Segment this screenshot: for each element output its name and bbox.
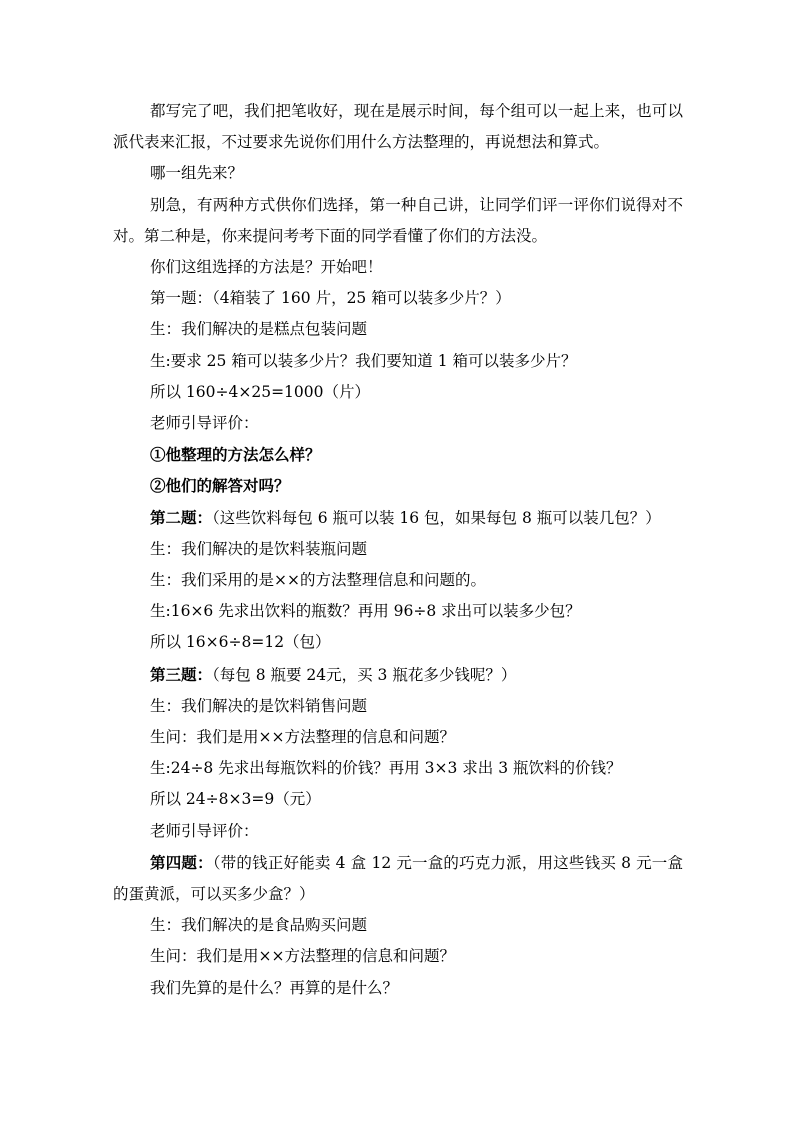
student-answer: 生：我们解决的是饮料销售问题 <box>150 696 368 715</box>
teacher-guide: 老师引导评价： <box>150 821 259 840</box>
student-answer: 生问：我们是用××方法整理的信息和问题？ <box>150 947 455 966</box>
teacher-guide: 老师引导评价： <box>150 414 259 433</box>
paragraph-3: 别急，有两种方式供你们选择，第一种自己讲，让同学们评一评你们说得对不对。第二种是，你来提问考考下面的同学看懂了你们的方法没。 <box>113 195 683 245</box>
question-3: 第三题：（每包 8 瓶要 24元，买 3 瓶花多少钱呢？） <box>150 664 517 684</box>
paragraph-2: 哪一组先来？ <box>150 164 244 183</box>
student-answer: 生:要求 25 箱可以装多少片？我们要知道 1 箱可以装多少片？ <box>150 351 577 370</box>
student-answer: 生：我们采用的是××的方法整理信息和问题的。 <box>150 571 486 590</box>
student-answer: 生：我们解决的是糕点包装问题 <box>150 320 368 339</box>
student-answer: 生问：我们是用××方法整理的信息和问题？ <box>150 728 455 747</box>
question-label: 第二题： <box>150 507 213 527</box>
evaluation-question: ①他整理的方法怎么样？ <box>150 445 321 465</box>
student-answer: 我们先算的是什么？再算的是什么？ <box>150 978 399 997</box>
document-body <box>113 96 683 1004</box>
question-2: 第二题：（这些饮料每包 6 瓶可以装 16 包，如果每包 8 瓶可以装几包？） <box>150 507 661 527</box>
question-1: 第一题：（4箱装了 160 片，25 箱可以装多少片？） <box>150 289 511 308</box>
question-label: 第四题： <box>150 852 213 872</box>
question-label: 第一题： <box>150 289 213 308</box>
student-answer: 生:24÷8 先求出每瓶饮料的价钱？再用 3×3 求出 3 瓶饮料的价钱？ <box>150 759 622 778</box>
equation-line: 所以 16×6÷8=12（包） <box>150 633 331 652</box>
evaluation-question: ②他们的解答对吗？ <box>150 476 290 496</box>
equation-line: 所以 160÷4×25=1000（片） <box>150 382 371 401</box>
question-4: 第四题：（带的钱正好能卖 4 盒 12 元一盒的巧克力派，用这些钱买 8 元一盒的蛋黄派，可以买多少盒？） <box>113 852 683 904</box>
equation-line: 所以 24÷8×3=9（元） <box>150 790 321 809</box>
paragraph-4: 你们这组选择的方法是？开始吧！ <box>150 258 383 277</box>
student-answer: 生：我们解决的是饮料装瓶问题 <box>150 539 368 558</box>
question-label: 第三题： <box>150 664 213 684</box>
paragraph-1: 都写完了吧，我们把笔收好，现在是展示时间，每个组可以一起上来，也可以派代表来汇报，不过要求先说你们用什么方法整理的，再说想法和算式。 <box>113 102 683 152</box>
student-answer: 生：我们解决的是食品购买问题 <box>150 916 368 935</box>
student-answer: 生:16×6 先求出饮料的瓶数？再用 96÷8 求出可以装多少包？ <box>150 602 581 621</box>
